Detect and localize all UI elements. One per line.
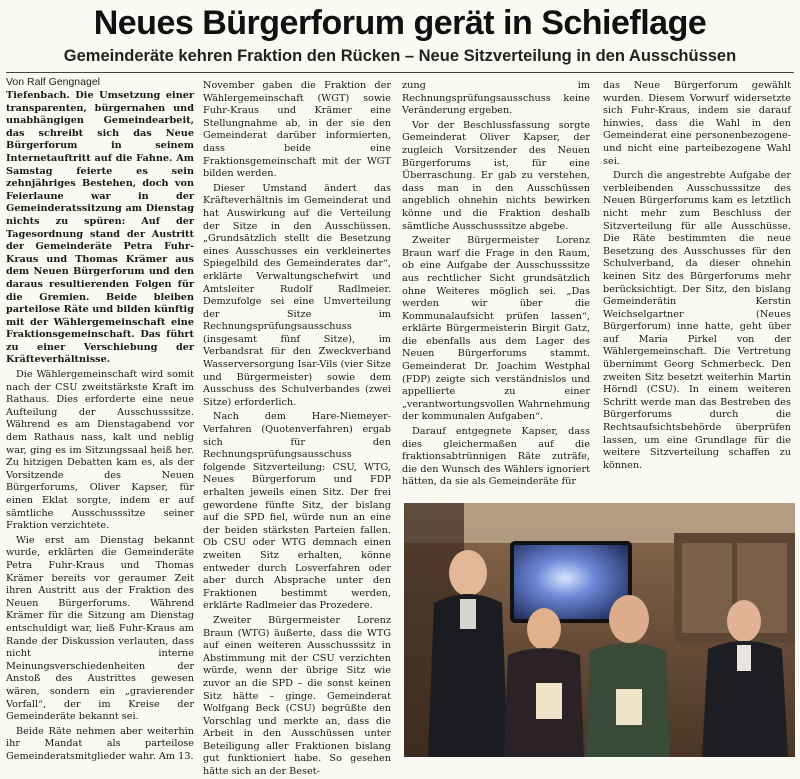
column-4 [603, 80, 791, 500]
header-rule [6, 72, 794, 73]
subheadline: Gemeinderäte kehren Fraktion den Rücken – Neue Sitzverteilung in den Ausschüssen [63, 47, 737, 65]
column-1 [6, 90, 195, 762]
paragraph: zung im Rechnungsprüfungsausschuss keine Veränderung ergeben. [402, 80, 590, 117]
paragraph: Darauf entgegnete Kapser, dass dies gleichermaßen auf die fraktionsabtrünnigen Räte zuträfe, die den Wunsch des Wählers ignoriert hätten, da sie als Gemeinderäte für [402, 426, 590, 488]
photo-illustration [404, 503, 795, 757]
paragraph: das Neue Bürgerforum gewählt wurden. Diesem Vorwurf widersetzte sich Fuhr-Kraus, indem sie darauf hinwies, dass die Wahl in den Gemeinderat eine personenbezogene- und nicht eine parteibezogene Wahl sei. [603, 80, 791, 167]
column-3 [402, 80, 590, 500]
headline: Neues Bürgerforum gerät in Schieflage [93, 4, 707, 42]
paragraph: Vor der Beschlussfassung sorgte Gemeinderat Oliver Kapser, der zugleich Vorsitzender des Neuen Bürgerforums ist, für eine Überraschung. Er gab zu verstehen, dass man in den Ausschüssen angeblich ohnehin nichts bewirken könne und die Fraktion deshalb sämtliche Ausschusssitze abgebe. [402, 119, 590, 232]
lead-text: Die Umsetzung einer transparenten, bürgernahen und unabhängigen Gemeindearbeit, das schreibt sich das Neue Bürgerforum in seinem Internetauftritt auf die Fahne. Am Samstag feierte es sein zehnjähriges Bestehen, doch von Feierlaune war in der Gemeinderatssitzung am Dienstag nichts zu spüren: Auf der Tagesordnung stand der Austritt der Gemeinderäte Petra Fuhr-Kraus und Thomas Krämer aus dem Neuen Bürgerforum und den daraus resultierenden Folgen für die Gremien. Beide bleiben parteilose Räte und bilden künftig mit der Wählergemeinschaft eine Fraktionsgemeinschaft. Das führt zu einer Verschiebung der Kräfteverhältnisse. [6, 90, 195, 366]
paragraph: Wie erst am Dienstag bekannt wurde, erklärten die Gemeinderäte Petra Fuhr-Kraus und Thomas Krämer bereits vor geraumer Zeit ihren Austritt aus der Fraktion des Neuen Bürgerforums. Während Krämer für die Sitzung am Dienstag entschuldigt war, ließ Fuhr-Kraus am Rande der Diskussion verlauten, dass nicht interne Meinungsverschiedenheiten der Anstoß des Austrittes gewesen wären, sondern ein „gravierender Vorfall“, der im Kreise der Gemeinderäte bekannt sei. [6, 534, 194, 723]
paragraph: Dieser Umstand ändert das Kräfteverhältnis im Gemeinderat und hat Auswirkung auf die Verteilung der Sitze in den Ausschüssen. „Grundsätzlich stellt die Besetzung eines Ausschusses ein verkleinertes Spiegelbild des Gemeinderates dar“, erklärte Verwaltungschefwirt und Amtsleiter Rudolf Radlmeier. Demzufolge sei eine Umverteilung der Sitze im Rechnungsprüfungsausschuss (insgesamt fünf Sitze), im Verbandsrat für den Zweckverband Wasserversorgung Isar-Vils (vier Sitze und Bürgermeister) sowie dem Ausschuss des Schulverbandes (zwei Sitze) erforderlich. [203, 182, 391, 408]
paragraph: Die Wählergemeinschaft wird somit nach der CSU zweitstärkste Kraft im Rathaus. Dies erforderte eine neue Aufteilung der Ausschusssitze. Während es am Dienstagabend vor dem Rathaus nass, kalt und neblig war, ging es im Sitzungssaal heiß her. Zu hitzigen Debatten kam es, als der Vorsitzende des Neuen Bürgerforums, Oliver Kapser, für einen Eklat sorgte, indem er auf sämtliche Ausschusssitze seiner Fraktion verzichtete. [6, 369, 194, 532]
paragraph: Durch die angestrebte Aufgabe der verbleibenden Ausschusssitze des Neuen Bürgerforums kam es letztlich nicht mehr zum Beschluss der Sitzverteilung für alle Ausschüsse. Die Räte bestimmten die neue Besetzung des Ausschusses für den Schulverband, da dieser ohnehin keinen Sitz des Bürgerforums mehr berücksichtigt. Der Sitz, den bislang Gemeinderätin Kerstin Weichselgartner (Neues Bürgerforum) inne hatte, geht über auf Maria Pirkel von der Wählergemeinschaft. Die Vertretung übernimmt Georg Schmerbeck. Den zweiten Sitz besetzt weiterhin Martin Hörndl (CSU). In einem weiteren Schritt werde man das Bestreben des Bürgerforums durch die Rechtsaufsichtsbehörde überprüfen lassen, um eine Grundlage für die weitere Sitzverteilung schaffen zu können. [603, 170, 791, 471]
dateline: Tiefenbach. [6, 90, 70, 101]
news-photo [404, 503, 795, 757]
column-2 [203, 80, 391, 778]
paragraph: Zweiter Bürgermeister Lorenz Braun warf die Frage in den Raum, ob eine Aufgabe der Ausschusssitze aus rechtlicher Sicht grundsätzlich ohne Weiteres möglich sei. „Das werden wir über die Kommunalaufsicht prüfen lassen“, erklärte Bürgermeisterin Birgit Gatz, die ebenfalls aus dem Lager des Neuen Bürgerforums stammt. Gemeinderat Dr. Joachim Westphal (FDP) zeigte sich verständnislos und appellierte zu einer „verantwortungsvollen Wahrnehmung der kommunalen Aufgaben“. [402, 235, 590, 423]
paragraph: Nach dem Hare-Niemeyer-Verfahren (Quotenverfahren) ergab sich für den Rechnungsprüfungsausschuss folgende Sitzverteilung: CSU, WTG, Neues Bürgerforum und FDP erhalten jeweils einen Sitz. Der frei gewordene fünfte Sitz, der bislang auf die SPD fiel, würde nun an eine der beiden stärksten Parteien fallen. Ob CSU oder WTG demnach einen zweiten Sitz erhalten, könne entweder durch Losverfahren oder aber durch Absprache unter den Fraktionen bestimmt werden, erklärte Radlmeier das Prozedere. [203, 411, 391, 612]
paragraph: Zweiter Bürgermeister Lorenz Braun (WTG) äußerte, dass die WTG auf einen weiteren Ausschusssitz in Abstimmung mit der CSU verzichten würde, wenn der übrige Sitz wie zuvor an die SPD – die sonst keinen Sitz hätte – ginge. Gemeinderat Wolfgang Beck (CSU) begrüßte den Vorschlag und merkte an, dass die Arbeit in den Ausschüssen unter Beteiligung aller Fraktionen bislang gut funktioniert habe. So gesehen hätte sich an der Beset- [203, 614, 391, 778]
paragraph: Beide Räte nehmen aber weiterhin ihr Mandat als parteilose Gemeinderatsmitglieder wahr. Am 13. [6, 725, 194, 762]
byline: Von Ralf Gengnagel [6, 76, 100, 88]
lead-paragraph [6, 90, 194, 367]
paragraph: November gaben die Fraktion der Wählergemeinschaft (WGT) sowie Fuhr-Kraus und Krämer eine Stellungnahme ab, in der sie den Gemeinderat darüber informierten, dass beide eine Fraktionsgemeinschaft mit der WGT bilden werden. [203, 80, 391, 180]
